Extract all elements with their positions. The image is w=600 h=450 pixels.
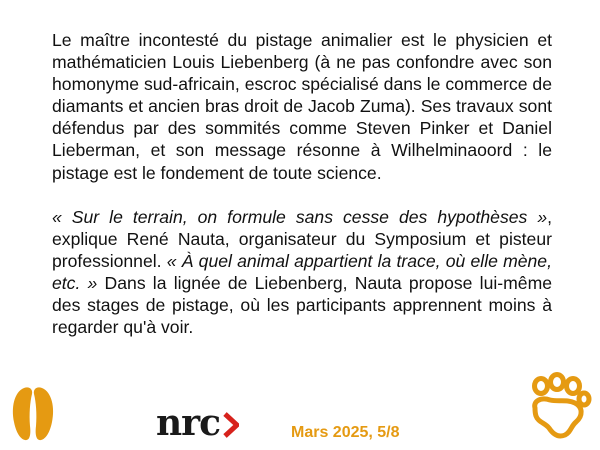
- paragraph-2-text-1: , explique René Nauta, organisateur du Symposium et pisteur professionnel.: [52, 206, 552, 271]
- paragraph-1: Le maître incontesté du pistage animalier est le physicien et mathématicien Louis Liebenberg (à ne pas confondre avec son homonyme sud-africain, escroc spécialisé dans le commerce de diamants et ancien bras droit de Jacob Zuma). Ses travaux sont défendus par des sommités comme Steven Pinker et Daniel Lieberman, et son message résonne à Wilhelminaoord : le pistage est le fondement de toute science.: [52, 30, 552, 183]
- paragraph-2-text-2: Dans la lignée de Liebenberg, Nauta propose lui-même des stages de pistage, où les participants apprennent moins à regarder qu'à voir.: [52, 272, 553, 338]
- nrc-logo: [156, 403, 239, 443]
- nrc-logo-text: nrc: [156, 402, 221, 444]
- paragraph-2: [52, 206, 552, 339]
- hoof-print-icon: [8, 386, 58, 442]
- quote-2: « À quel animal appartient la trace, où elle mène, etc. »: [52, 250, 552, 293]
- paw-print-icon: [523, 372, 593, 442]
- article-body: [52, 29, 552, 338]
- quote-1: « Sur le terrain, on formule sans cesse des hypothèses »: [52, 206, 548, 227]
- chevron-right-icon: [223, 412, 239, 438]
- footer-date-page: Mars 2025, 5/8: [291, 424, 400, 441]
